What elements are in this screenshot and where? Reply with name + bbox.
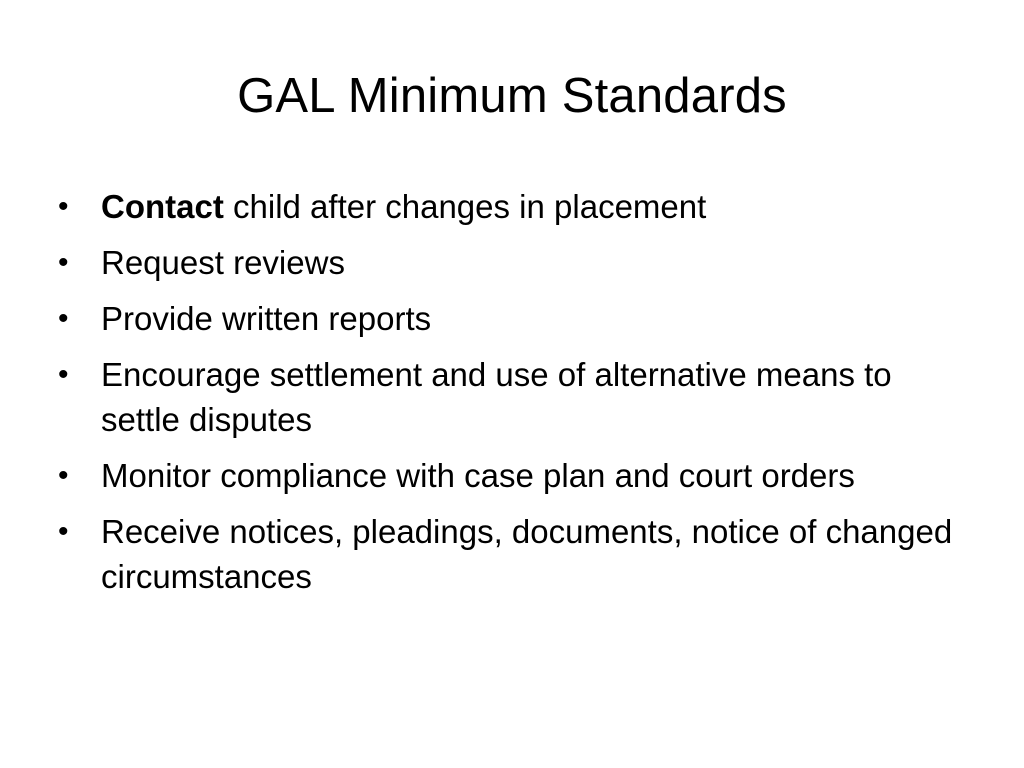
bullet-text: Receive notices, pleadings, documents, notice of changed circumstances (101, 513, 953, 595)
bullet-text: Monitor compliance with case plan and court orders (101, 457, 855, 494)
bullet-item (58, 184, 958, 229)
bullet-item (58, 509, 958, 599)
bullet-item (58, 240, 958, 285)
bullet-bold-text: Contact (101, 188, 224, 225)
bullet-item (58, 296, 958, 341)
bullet-text: Request reviews (101, 244, 345, 281)
bullet-icon: • (58, 302, 69, 335)
bullet-list (58, 184, 958, 610)
bullet-icon: • (58, 246, 69, 279)
bullet-icon: • (58, 515, 69, 548)
bullet-item (58, 453, 958, 498)
bullet-icon: • (58, 459, 69, 492)
bullet-text: child after changes in placement (223, 188, 707, 225)
bullet-text: Encourage settlement and use of alternative means to settle disputes (101, 356, 892, 438)
bullet-icon: • (58, 358, 69, 391)
bullet-icon: • (58, 190, 69, 223)
bullet-item (58, 352, 958, 442)
slide-title: GAL Minimum Standards (237, 69, 787, 123)
bullet-text: Provide written reports (101, 300, 432, 337)
